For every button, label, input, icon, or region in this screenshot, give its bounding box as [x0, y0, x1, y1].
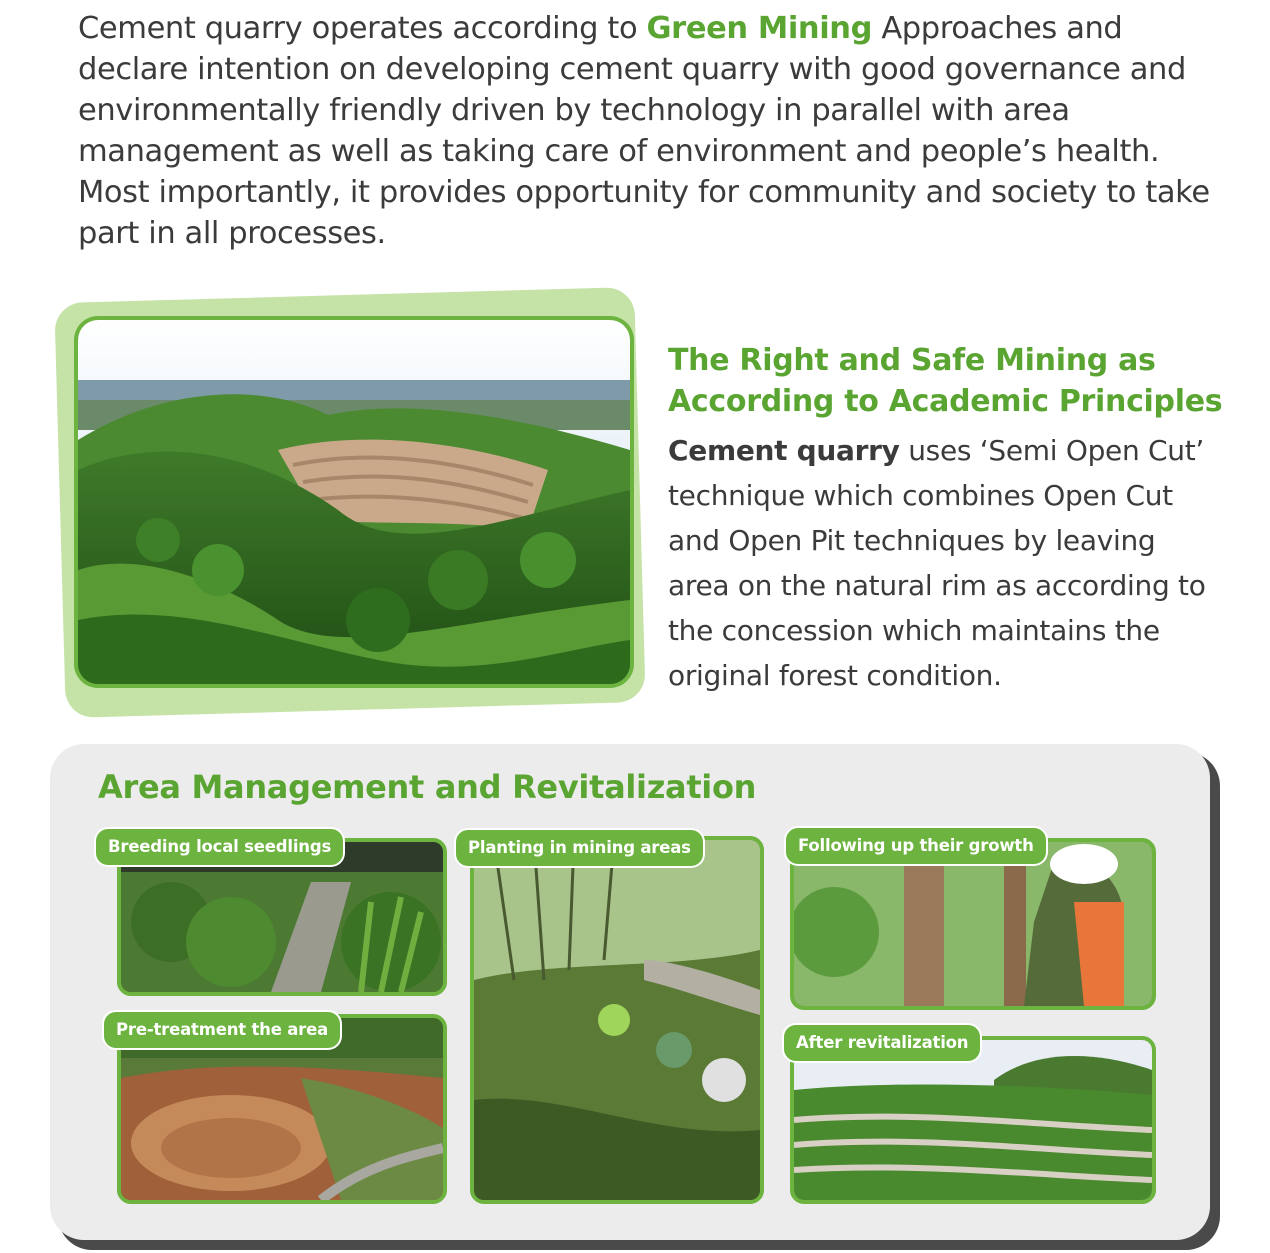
body-text: uses ‘Semi Open Cut’ technique which combines Open Cut and Open Pit techniques by leaving area on the natural rim as according to the concession which maintains the original forest condition.	[668, 434, 1206, 692]
tag-breeding-seedlings: Breeding local seedlings	[96, 829, 343, 865]
intro-paragraph	[78, 8, 1218, 254]
intro-highlight: Green Mining	[646, 11, 873, 46]
intro-text-start: Cement quarry operates according to	[78, 11, 647, 46]
quarry-landscape-photo	[78, 320, 630, 684]
tag-planting: Planting in mining areas	[456, 830, 703, 866]
title-line-2: According to Academic Principles	[668, 384, 1223, 419]
tag-pretreatment: Pre-treatment the area	[104, 1012, 340, 1048]
mining-principles-title	[668, 340, 1228, 422]
tag-after-revitalization: After revitalization	[784, 1025, 980, 1061]
hero-photo-frame	[74, 316, 634, 688]
photo-planting	[470, 836, 764, 1204]
mining-principles-body	[668, 428, 1216, 698]
body-bold-term: Cement quarry	[668, 434, 900, 467]
revitalization-title: Area Management and Revitalization	[98, 768, 757, 806]
photo-after-revitalization	[790, 1036, 1156, 1204]
intro-text-end: Approaches and declare intention on developing cement quarry with good governance and environmentally friendly driven by technology in parallel with area management as well as taking care of environment and people’s health. Most importantly, it provides opportunity for community and society to take part in all processes.	[78, 11, 1210, 251]
title-line-1: The Right and Safe Mining as	[668, 343, 1156, 378]
mining-principles-block	[668, 340, 1228, 698]
tag-following-growth: Following up their growth	[786, 828, 1046, 864]
